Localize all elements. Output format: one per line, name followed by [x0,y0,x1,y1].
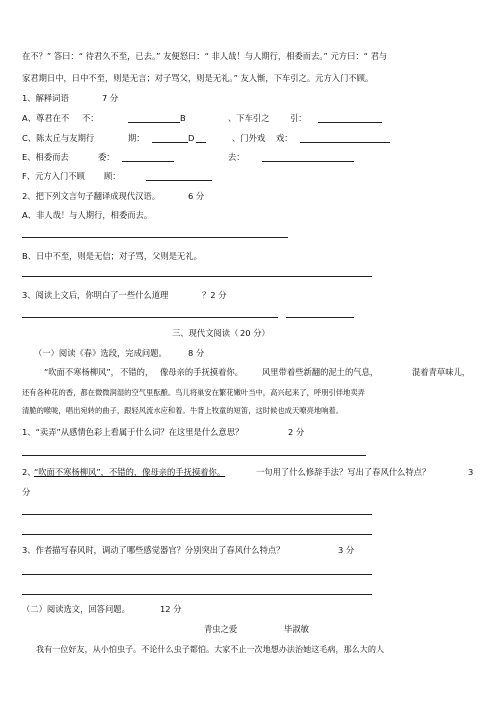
part1-q3-answer-line-2[interactable] [22,594,372,595]
passage-p1-d: 风里带着些新翻的泥土的气息， [262,367,379,377]
section3-points: 20 分） [240,328,270,338]
passage-p3: 清脆的喉咙，唱出宛转的曲子，跟轻风流水应和着。牛背上牧童的短笛，这时候也成天嘹亮地响着。 [22,406,344,415]
q1-a-right-blank-label: 引： [290,113,307,123]
q1-f-left-answer-line[interactable] [146,180,212,181]
q1-a-left-blank-label: 不： [82,113,99,123]
q1-e-right-blank-label: 去： [228,152,245,162]
q1-points: 7 分 [102,93,119,103]
part1-q2-question: 一句用了什么修辞手法？写出了春风什么特点？ [256,467,431,477]
q1-e-right-answer-line[interactable] [262,161,354,162]
part2-points: 12 分 [160,604,182,614]
passage-p1-e: 混着青草味儿， [412,367,471,377]
part1-q2-answer-line-1[interactable] [22,514,372,515]
q1-c-left-answer-line-end [196,142,206,143]
q2-title: 2、把下列文言句子翻译成现代汉语。 [22,191,161,201]
passage-p1-c: 像母亲的手抚摸着你。 [160,367,243,377]
q1-c-right-answer-line[interactable] [300,142,390,143]
q1-c-right: 、门外戏 [232,133,266,143]
part1-q2-points-num: 3 [468,467,474,477]
section3-title: 三、现代文阅读（ [172,328,239,338]
q1-c-left: C、陈太丘与友期行 [22,133,95,143]
part1-q2-quote: “吹面不寒杨柳风”，不错的，像母亲的手抚摸着你。 [34,467,226,477]
part1-q3-answer-line-1[interactable] [22,574,372,575]
passage-p2: 还有各种花的香，都在微微润湿的空气里酝酿。鸟儿将巢安在繁花嫩叶当中，高兴起来了，呼朋引伴地卖弄 [22,388,365,397]
part2-title: （二）阅读选文，回答问题。 [22,604,130,614]
q2-a: A、非人哉！与人期行，相委而去。 [22,210,153,220]
article-author: 毕淑敏 [284,624,309,634]
q1-a-mark: B [180,113,186,123]
q2-a-answer-line[interactable] [22,237,288,238]
article-title: 青虫之爱 [204,624,238,634]
q3-answer-line-2[interactable] [286,317,354,318]
part1-q1-answer-line[interactable] [22,455,366,456]
q1-a-right: 、下车引之 [228,113,270,123]
passage-p1-b: 不错的， [120,367,154,377]
q1-c-left-blank-label: 期： [128,133,145,143]
intro-line-2: 家君期日中，日中不至，则是无言；对子骂父，则是无礼。” 友人惭，下车引之。元方入门不顾。 [22,73,374,83]
part1-points: 8 分 [188,348,205,358]
q2-points: 6 分 [188,191,205,201]
q2-b-answer-line[interactable] [22,276,372,277]
part1-q1: 1、“卖弄”从感情色彩上看属于什么词？在这里是什么意思？ [22,427,244,437]
q1-c-mark: D [188,133,195,143]
q1-e-left-blank-label: 委： [98,152,115,162]
passage-p1-a: “吹面不寒杨柳风”， [44,367,119,377]
q1-e-left: E、相委而去 [22,152,69,162]
q2-b: B、日中不至，则是无信；对子骂，父则是无礼。 [22,251,202,261]
q3-points: ？2 分 [202,290,227,300]
q1-a-left-answer-line[interactable] [128,122,180,123]
q3-answer-line-1[interactable] [22,317,278,318]
part1-q3-points: 3 分 [338,545,355,555]
article-first-line: 我有一位好友，从小怕虫子。不论什么虫子都怕。大家不止一次地想办法治她这毛病，那么大的人 [36,644,385,654]
part1-q2-prefix: 2、 [22,467,36,477]
q1-e-left-answer-line[interactable] [122,161,174,162]
q1-a-left: A、尊君在不 [22,113,70,123]
part1-q1-points: 2 分 [288,427,305,437]
q3-title: 3、阅读上文后，你明白了一些什么道理 [22,290,169,300]
intro-line-1: 在不？” 答曰：“ 待君久不至，已去。” 友便怒曰：“ 非人哉！与人期行，相委而去。” 元方曰：“ 君与 [22,51,388,61]
q1-title: 1、解释词语 [22,93,69,103]
q1-c-right-blank-label: 戏： [276,133,293,143]
part1-q2-points-unit: 分 [22,487,31,497]
q1-a-right-answer-line[interactable] [318,122,382,123]
q1-f-left: F、元方入门不顾 [22,171,85,181]
part1-q3: 3、作者描写春风时，调动了哪些感觉器官？分别突出了春风什么特点？ [22,545,285,555]
q1-f-left-blank-label: 顾： [104,171,121,181]
q1-c-left-answer-line[interactable] [152,142,188,143]
part1-q2-answer-line-2[interactable] [22,534,372,535]
part1-title: （一）阅读《春》选段，完成问题。 [34,348,167,358]
